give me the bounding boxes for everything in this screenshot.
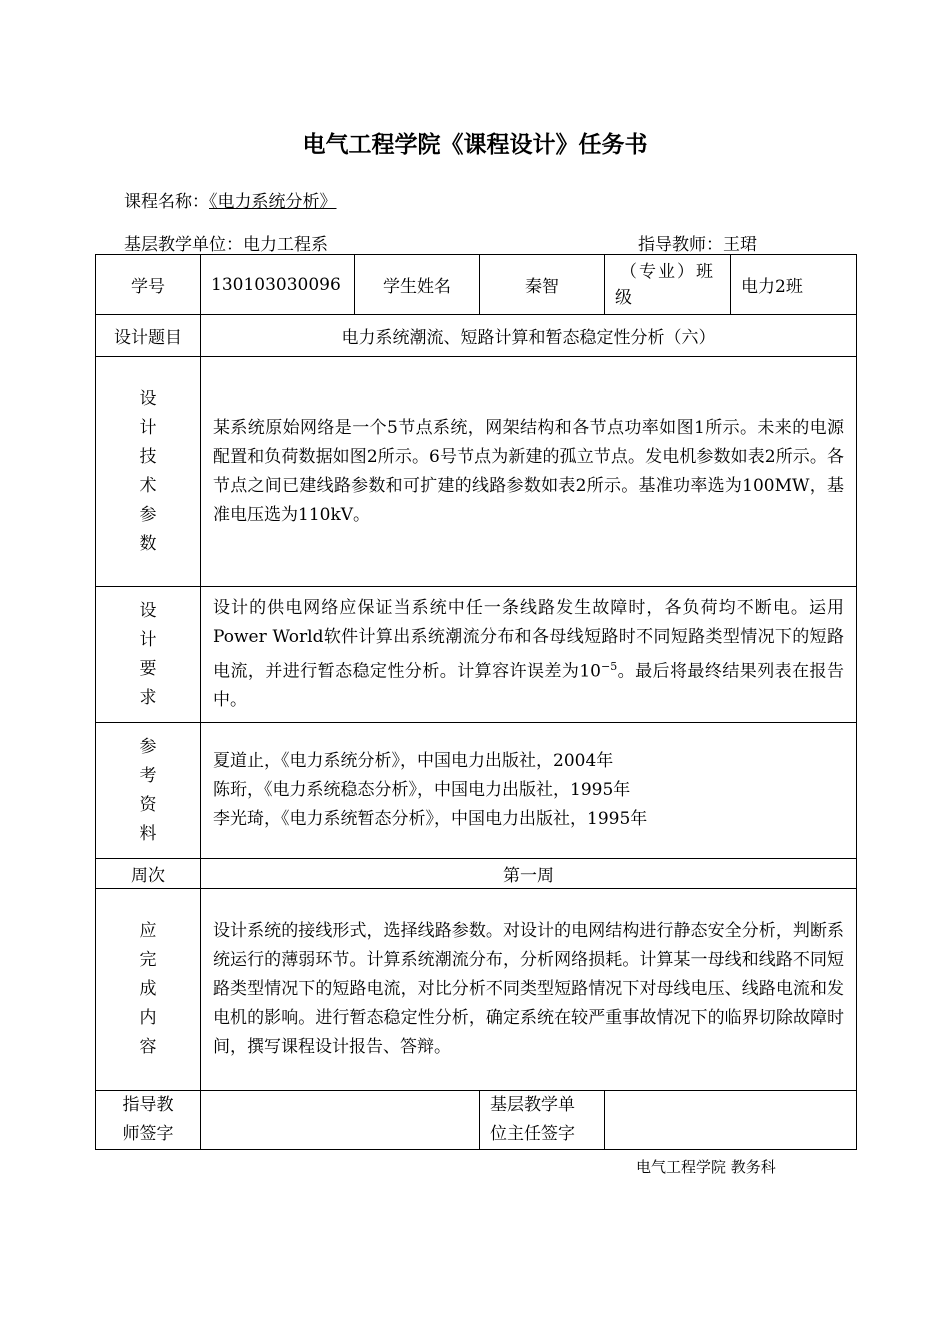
topic-value: 电力系统潮流、短路计算和暂态稳定性分析（六） xyxy=(201,315,857,357)
params-label-char: 参 xyxy=(139,504,157,525)
content-label-char: 内 xyxy=(139,1008,157,1028)
params-label-char: 术 xyxy=(139,475,157,496)
director-signature-label-line2: 位主任签字 xyxy=(490,1124,575,1144)
params-label-char: 数 xyxy=(139,533,157,554)
reference-item: 陈珩，《电力系统稳态分析》，中国电力出版社，1995年 xyxy=(213,780,631,800)
content-label-char: 容 xyxy=(139,1037,157,1057)
references-label-char: 考 xyxy=(139,765,157,786)
director-signature-label xyxy=(480,1091,605,1150)
references-list xyxy=(201,723,857,859)
requirements-label-char: 求 xyxy=(139,687,157,708)
content-label-char: 完 xyxy=(139,950,157,970)
error-exponent: −5 xyxy=(600,659,618,673)
unit-label: 基层教学单位： xyxy=(124,235,243,255)
params-label-char: 技 xyxy=(139,446,157,467)
class-label-line1: （专业）班 xyxy=(620,261,715,282)
week-row xyxy=(96,859,857,889)
params-label-char: 设 xyxy=(139,388,157,409)
teacher-signature-label-line1: 指导教 xyxy=(122,1095,174,1115)
teaching-unit xyxy=(124,230,328,255)
unit-value: 电力工程系 xyxy=(243,235,328,255)
params-label-char: 计 xyxy=(139,417,157,438)
params-label xyxy=(96,357,201,587)
footer-department: 电气工程学院 教务科 xyxy=(636,1158,776,1176)
content-label-char: 应 xyxy=(139,921,157,941)
class-label-line2: 级 xyxy=(615,287,634,308)
reference-item: 李光琦，《电力系统暂态分析》，中国电力出版社，1995年 xyxy=(213,809,648,829)
teacher-signature-label xyxy=(96,1091,201,1150)
params-text: 某系统原始网络是一个5节点系统，网架结构和各节点功率如图1所示。未来的电源配置和负荷数据如图2所示。6号节点为新建的孤立节点。发电机参数如表2所示。各节点之间已建线路参数和可扩建的线路参数如表2所示。基准功率选为100MW，基准电压选为110kV。 xyxy=(201,357,857,587)
student-name-label: 学生姓名 xyxy=(355,255,480,315)
advisor xyxy=(638,230,757,255)
content-text: 设计系统的接线形式，选择线路参数。对设计的电网结构进行静态安全分析，判断系统运行的薄弱环节。计算系统潮流分布，分析网络损耗。计算某一母线和线路不同短路类型情况下的短路电流，对比分析不同类型短路情况下对母线电压、线路电流和发电机的影响。进行暂态稳定性分析，确定系统在较严重事故情况下的临界切除故障时间，撰写课程设计报告、答辩。 xyxy=(201,889,857,1091)
page-title: 电气工程学院《课程设计》任务书 xyxy=(302,132,648,158)
requirements-label xyxy=(96,587,201,723)
content-row xyxy=(96,889,857,1091)
student-id-value: 130103030096 xyxy=(201,255,355,315)
requirements-row xyxy=(96,587,857,723)
course-name xyxy=(124,187,337,212)
requirements-label-char: 要 xyxy=(139,658,157,679)
topic-label: 设计题目 xyxy=(96,315,201,357)
director-signature-box xyxy=(605,1091,857,1150)
advisor-value: 王珺 xyxy=(723,235,757,255)
student-id-label: 学号 xyxy=(96,255,201,315)
course-value: 《电力系统分析》 xyxy=(209,192,337,212)
teacher-signature-box xyxy=(201,1091,480,1150)
requirements-text-end: 。最后将最终结果列表在报告中。 xyxy=(213,661,844,711)
class-value: 电力2班 xyxy=(731,255,857,315)
advisor-label: 指导教师： xyxy=(638,235,723,255)
references-label xyxy=(96,723,201,859)
references-label-char: 参 xyxy=(139,736,157,757)
requirements-text xyxy=(201,587,857,723)
student-info-row xyxy=(96,255,857,315)
content-label-char: 成 xyxy=(139,979,157,999)
params-row xyxy=(96,357,857,587)
requirements-label-char: 计 xyxy=(139,629,157,650)
references-label-char: 料 xyxy=(139,823,157,844)
reference-item: 夏道止，《电力系统分析》，中国电力出版社，2004年 xyxy=(213,751,614,771)
references-row xyxy=(96,723,857,859)
director-signature-label-line1: 基层教学单 xyxy=(490,1095,575,1115)
topic-row xyxy=(96,315,857,357)
content-label xyxy=(96,889,201,1091)
class-label xyxy=(605,255,731,315)
student-name-value: 秦智 xyxy=(480,255,605,315)
week-label: 周次 xyxy=(96,859,201,889)
references-label-char: 资 xyxy=(139,794,157,815)
requirements-label-char: 设 xyxy=(139,600,157,621)
requirements-text-main: 设计的供电网络应保证当系统中任一条线路发生故障时，各负荷均不断电。运用Power World软件计算出系统潮流分布和各母线短路时不同短路类型情况下的短路电流，并进行暂态稳定性分析。计算容许误差为10 xyxy=(213,597,844,682)
task-table xyxy=(95,254,857,1150)
week-value: 第一周 xyxy=(201,859,857,889)
teacher-signature-label-line2: 师签字 xyxy=(122,1124,174,1144)
signature-row xyxy=(96,1091,857,1150)
course-label: 课程名称： xyxy=(124,192,209,212)
